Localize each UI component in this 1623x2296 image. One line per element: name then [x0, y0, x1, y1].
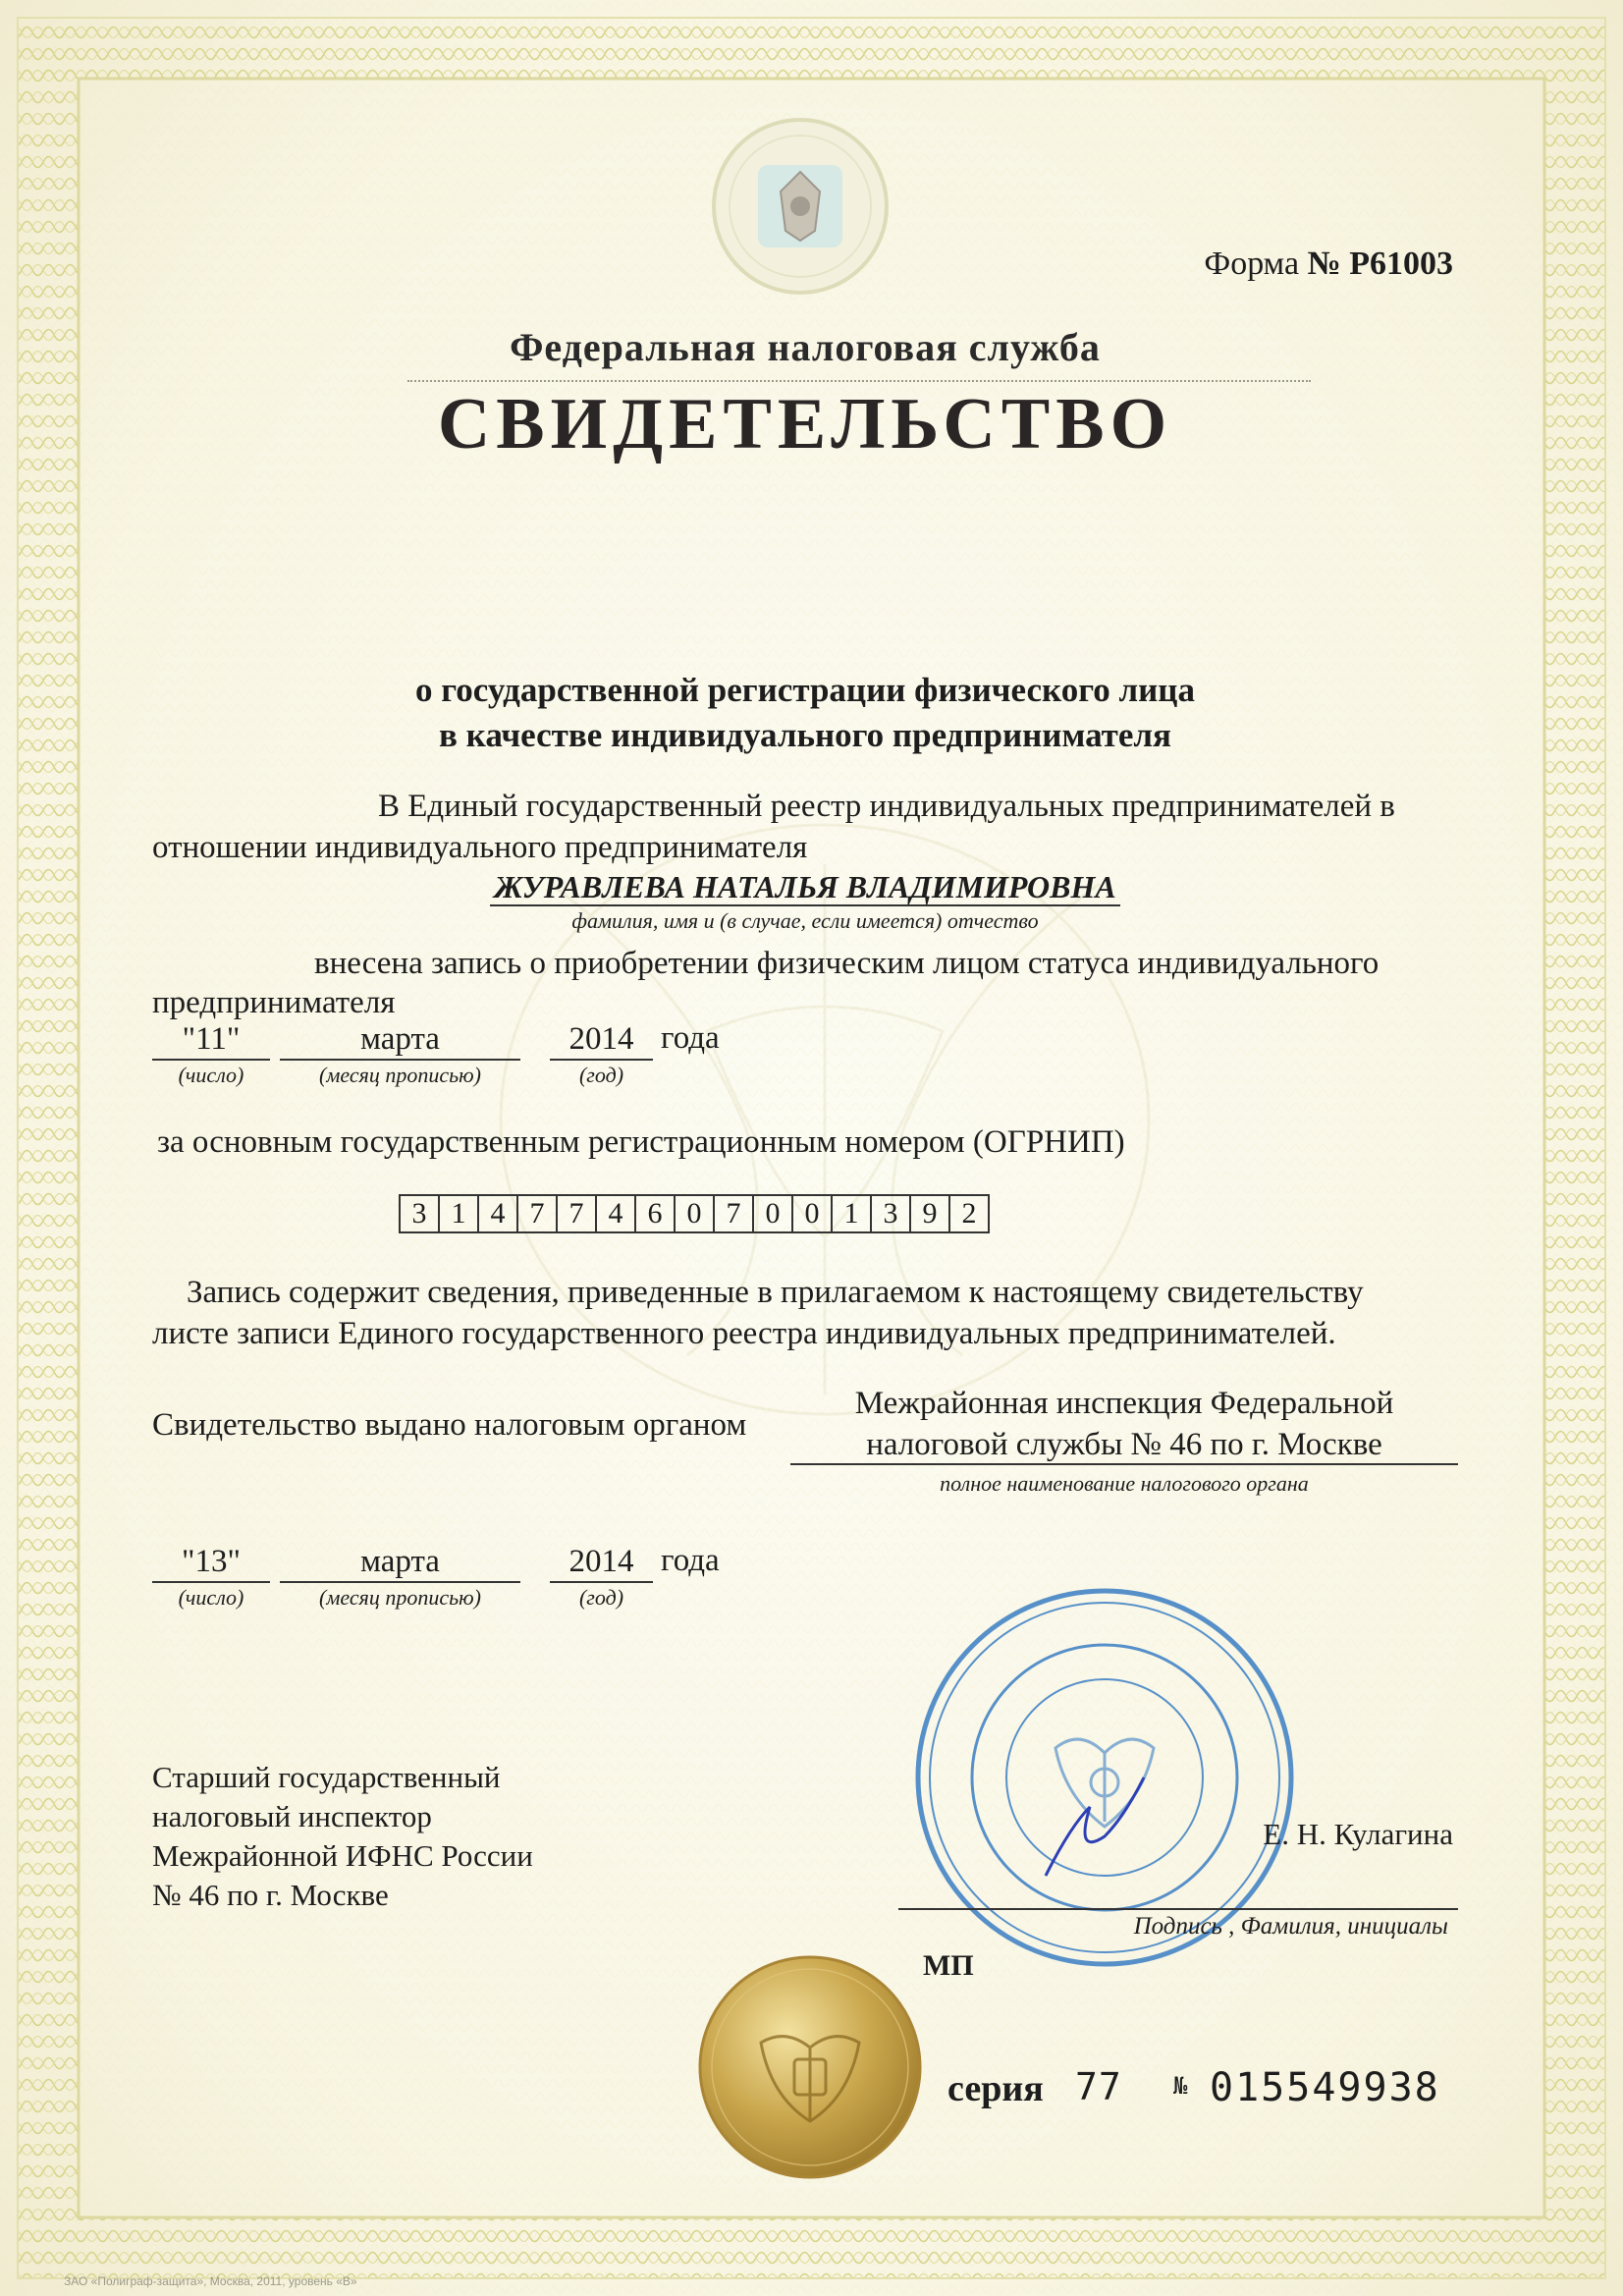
ogrnip-digit-10: 0	[752, 1194, 793, 1233]
ogrnip-digit-15: 2	[948, 1194, 990, 1233]
issue-day-caption: (число)	[178, 1585, 244, 1610]
person-name	[295, 869, 1316, 905]
issue-month-caption: (месяц прописью)	[319, 1585, 481, 1610]
registration-day-caption: (число)	[178, 1063, 244, 1087]
ogrnip-digit-1: 3	[399, 1194, 440, 1233]
registration-year-suffix: года	[661, 1020, 720, 1056]
ogrnip-digit-14: 9	[909, 1194, 950, 1233]
inspector-title	[152, 1758, 604, 1915]
stamp-emblem-icon	[1055, 1739, 1154, 1827]
person-name-value: ЖУРАВЛЕВА НАТАЛЬЯ ВЛАДИМИРОВНА	[490, 869, 1119, 906]
issuing-authority-line-2: налоговой службы № 46 по г. Москве	[866, 1427, 1382, 1462]
registration-year: 2014	[550, 1019, 653, 1061]
paragraph-2-line-2: предпринимателя	[152, 985, 396, 1020]
issue-year: 2014	[550, 1542, 653, 1583]
issued-by-label: Свидетельство выдано налоговым органом	[152, 1407, 747, 1443]
number-sign: №	[1173, 2072, 1188, 2100]
issue-year-caption: (год)	[578, 1585, 624, 1610]
ogrnip-digit-5: 7	[556, 1194, 597, 1233]
page-title: СВИДЕТЕЛЬСТВО	[437, 384, 1173, 465]
subtitle-line-1: о государственной регистрации физического лица	[415, 671, 1195, 709]
issue-month: марта	[280, 1542, 520, 1583]
subtitle	[196, 668, 1414, 758]
issuing-authority-caption: полное наименование налогового органа	[940, 1471, 1309, 1496]
ogrnip-digit-2: 1	[438, 1194, 479, 1233]
form-code: № Р61003	[1307, 246, 1453, 282]
series-label: серия	[947, 2068, 1044, 2109]
series-value: 77	[1075, 2065, 1122, 2108]
printer-imprint: ЗАО «Полиграф-защита», Москва, 2011, уровень «В»	[64, 2274, 357, 2288]
ogrnip-digit-9: 7	[713, 1194, 754, 1233]
signer-name: Е. Н. Кулагина	[1263, 1817, 1453, 1851]
service-name-rule	[407, 380, 1311, 382]
gold-hologram-seal	[692, 1949, 928, 2185]
ogrnip-digit-13: 3	[870, 1194, 911, 1233]
service-name: Федеральная налоговая служба	[510, 325, 1101, 369]
ogrnip-digit-11: 0	[791, 1194, 833, 1233]
paragraph-3-line-1: Запись содержит сведения, приведенные в прилагаемом к настоящему свидетельству	[187, 1275, 1364, 1310]
ogrnip-digit-12: 1	[831, 1194, 872, 1233]
issuing-authority	[795, 1383, 1453, 1465]
top-emblem-medallion	[714, 120, 887, 293]
issuing-authority-line-1: Межрайонная инспекция Федеральной	[854, 1386, 1394, 1421]
registration-day: "11"	[152, 1019, 270, 1061]
paragraph-2-line-1: внесена запись о приобретении физическим лицом статуса индивидуального	[314, 946, 1380, 981]
paragraph-1-line-2: отношении индивидуального предпринимателя	[152, 830, 808, 865]
paragraph-3-line-2: листе записи Единого государственного реестра индивидуальных предпринимателей.	[152, 1316, 1336, 1351]
issue-year-suffix: года	[661, 1543, 720, 1578]
ogrnip-digit-3: 4	[477, 1194, 518, 1233]
person-name-caption: фамилия, имя и (в случае, если имеется) отчество	[571, 908, 1039, 933]
ogrnip-digit-4: 7	[516, 1194, 558, 1233]
ogrnip-digit-7: 6	[634, 1194, 676, 1233]
registration-month-caption: (месяц прописью)	[319, 1063, 481, 1087]
issuing-authority-rule	[790, 1463, 1458, 1465]
inspector-line-1: Старший государственный	[152, 1760, 501, 1794]
registration-year-caption: (год)	[578, 1063, 624, 1087]
registration-month: марта	[280, 1019, 520, 1061]
ogrnip-digit-6: 4	[595, 1194, 636, 1233]
inspector-line-4: № 46 по г. Москве	[152, 1878, 389, 1912]
paragraph-1-line-1: В Единый государственный реестр индивидуальных предпринимателей в	[378, 789, 1395, 824]
stamp-place-label: МП	[923, 1949, 974, 1982]
signature-rule	[898, 1908, 1458, 1910]
inspector-line-2: налоговый инспектор	[152, 1799, 432, 1833]
signature-caption: Подпись , Фамилия, инициалы	[1133, 1913, 1448, 1940]
certificate-number: 015549938	[1210, 2065, 1440, 2110]
form-prefix: Форма	[1204, 246, 1300, 282]
subtitle-line-2: в качестве индивидуального предпринимателя	[439, 716, 1171, 754]
issue-day: "13"	[152, 1542, 270, 1583]
ogrnip-label: за основным государственным регистрационным номером (ОГРНИП)	[157, 1124, 1125, 1160]
ogrnip-digit-8: 0	[674, 1194, 715, 1233]
inspector-line-3: Межрайонной ИФНС России	[152, 1838, 533, 1873]
ogrnip-number-boxes	[401, 1194, 990, 1233]
form-number	[1080, 246, 1453, 283]
